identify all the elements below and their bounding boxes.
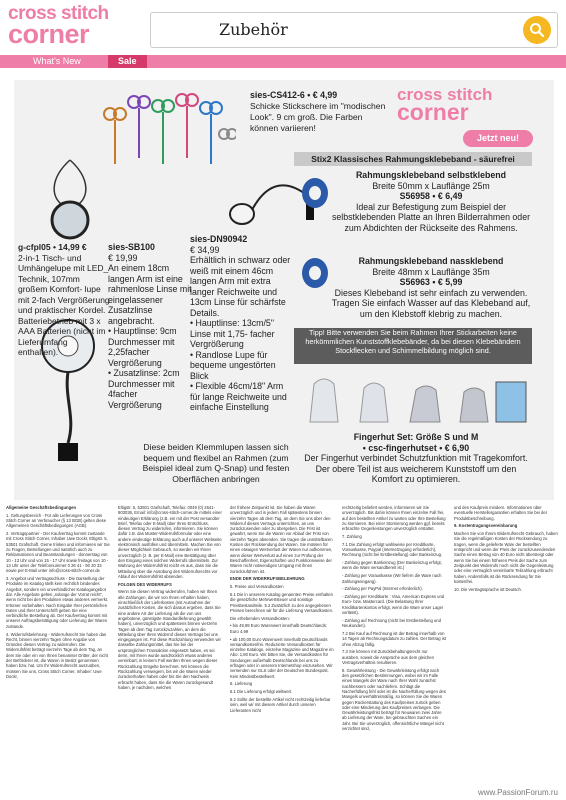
new-badge: Jetzt neu! (463, 130, 533, 147)
terms-paragraph: - Zahlung per Vorauskasse (Wir liefern die Ware nach Zahlungseingang). (342, 573, 442, 584)
scissors-desc: Schicke Stickschere im "modischen Look". 9 cm groß. Die Farben können variieren! (250, 100, 386, 133)
terms-column-1 (6, 505, 110, 682)
terms-paragraph: Die erhebenden Versandkosten: (230, 615, 290, 621)
search-input[interactable]: Zubehör (219, 20, 288, 39)
scissors-product (250, 90, 390, 134)
terms-column-2 (118, 505, 222, 693)
logo-line1: cross stitch (8, 3, 109, 24)
terms-paragraph: 1. Geltungsbereich - Für alle Lieferungen von Cross Stitch Corner an Verbraucher (§ 13 BGB) gelten diese Allgemeinen Geschäftsbedingungen (AGB). (6, 512, 107, 529)
stix-heading: Stix2 Klassisches Rahmungsklebeband - säurefrei (294, 152, 532, 166)
nav-sale-link[interactable]: Sale (108, 55, 147, 68)
cfpl-title: g-cfpl05 • 14,99 € (18, 242, 87, 252)
stix-wet-product (330, 256, 532, 319)
scissors-title: sies-CS412-6 • € 4,99 (250, 90, 338, 100)
terms-paragraph: - Zahlung per Kreditkarte : Visa, American Express und Euro- bzw. Mastercard. (Die Belastung Ihrer Kreditkartenkontos erfolgt, wenn die Ware unser Lager verlässt). (342, 594, 445, 616)
stix-wet-code: S56963 • € 5,99 (399, 277, 463, 287)
terms-paragraph: • ab 100,00 Euro Warenwert innerhalb Deutschlands versandkostenfrei. Reduzierte Versandkosten für einzelne Kataloge, einzelne Magazine und Magazine im Abo: 1,80 Euro. Wir bitten Sie, die Versandkosten für Sendungen außerhalb Deutschlands bei uns zu erfragen oder in unserem Internetshop einzusehen. Wir versenden nur GLS oder der Deutschen Bundespost. Kein Mindestbestellwert. (230, 636, 334, 679)
stix-wet-desc: Dieses Klebeband ist sehr einfach zu verwenden. Tragen Sie einfach Wasser auf das Klebeband auf, um den Klebstoff klebrig zu machen. (331, 287, 531, 319)
thimble-code: • csc-fingerhutset • € 6,90 (362, 442, 470, 453)
search-icon (529, 22, 545, 38)
dn90942-title: sies-DN90942 (190, 234, 248, 244)
terms-paragraph: 9. Kostentragungsvereinbarung (454, 523, 518, 529)
site-logo[interactable] (8, 4, 136, 48)
terms-paragraph: 10. Die Vertragssprache ist Deutsch. (454, 586, 522, 592)
terms-paragraph: 6.1 Die Lieferung erfolgt weltweit. (230, 689, 292, 695)
stix-dry-product (330, 170, 532, 233)
brand-logo-line2: corner (397, 99, 469, 125)
search-button[interactable] (523, 16, 551, 44)
stix-tip-box: Tipp! Bitte verwenden Sie beim Rahmen Ihrer Stickarbeiten keine herkömmlichen Kunststoffklebebänder, da bei diesen Klebebändern Stockflecken und Schimmelbildung möglich sind. (294, 328, 532, 364)
terms-paragraph: 6. Lieferung (230, 681, 253, 687)
terms-paragraph: 8. Gewährleistung - Die Gewährleistung erfolgt nach den gesetzlichen Bestimmungen, wobei wir im Falle eines Mangels der Ware nach Ihrer Wahl zunächst nachbessern oder nachliefern. Schlägt die Nacherfüllung fehl oder ist die Nacherfüllung wegen des Mangels unverhältnismäßig, so können Sie die Waren gegen Rückerstattung des Kaufpreises zurück geben oder eine Minderung des Kaufpreises verlangen. Die Gewährleistungsfrist beträgt für Neuwaren zwei Jahre ab Lieferung der Ware, bei gebrauchten Sachen ein Jahr. Bei Sie unverzüglich, offensichtliche Mängel nicht verzichtet sind, (342, 667, 446, 731)
terms-paragraph: 7.3 Sie können mit Zurückbehaltungsrecht nur ausüben, soweit die Ansprüche aus dem gleichen Vertragsverhältnis resultieren. (342, 649, 434, 665)
scissors-image (100, 84, 236, 170)
dn90942-price: € 34,99 (190, 244, 220, 255)
terms-column-4 (342, 505, 446, 734)
terms-paragraph: 6.2 Sollte der bestellte Artikel nicht rechtzeitig lieferbar sein, weil wir mit diesem Artikel durch unseren Lieferanten nicht (230, 697, 331, 713)
terms-paragraph: - Zahlung auf Rechnung (nicht bei Erstbestellung und Neukunden). (342, 617, 441, 629)
brand-logo (397, 86, 517, 124)
product-dn90942 (190, 234, 294, 413)
product-sb100 (108, 242, 192, 410)
brand-logo-line1: cross stitch (397, 85, 493, 104)
stix-wet-title: Rahmungsklebeband nassklebend (358, 256, 504, 266)
dn90942-bullet-2: • Randlose Lupe für bequeme ungestörten Blick (190, 349, 276, 381)
terms-paragraph: Eltigstr. 5, 53501 Grafschaft, Telefax: 0049 (0) 2641-903036, Email: info@cross-stitch-corner.de mittels einer eindeutigen Erklärung (z.B. ein mit der Post versandter Brief, Telefax oder E-Mail) über Ihren Entschluss, diesen Vertrag zu widerrufen, informieren. Sie können dafür z.B. das Muster-Widerrufsformular oder eine andere eindeutige Erklärung auch auf unserer Webseite elektronisch ausfüllen und übermitteln. Machen Sie von dieser Möglichkeit Gebrauch, so werden wir Ihnen unverzüglich (z. B. per E-Mail) eine Bestätigung über den Eingang eines solchen Widerrufs übermitteln. Zur Wahrung der Widerrufsfrist reicht es aus, dass Sie die Mitteilung über die Ausübung des Widerrufsrechts vor Ablauf der Widerrufsfrist absenden. (118, 505, 222, 579)
sb100-title: sies-SB100 (108, 242, 155, 252)
tape-roll-icon-1 (300, 176, 330, 210)
thimble-images (300, 370, 532, 430)
sb100-bullet-2: • Zusatzlinse: 2cm Durchmesser mit 4facher Vergrößerung (108, 368, 180, 410)
stix-dry-desc: Ideal zur Befestigung zum Beispiel der selbstklebenden Platte an Ihren Bilderrahmen oder zum Abdichten der Rückseite des Rahmens. (331, 201, 531, 233)
terms-paragraph: - Zahlung gegen Bankeinzug (Der Bankeinzug erfolgt, wenn die Ware versandbereit ist.) (342, 560, 442, 571)
terms-paragraph: 7.1 Die Zahlung erfolgt wahlweise per Kreditkarte, Vorauskasse, Paypal (Internetzugang erforderlich), Rechnung (nicht bei Erstbestellung) oder Bankeinzug. (342, 541, 443, 558)
nav-whats-new-link[interactable]: What's New (33, 56, 81, 66)
pendant-magnifier-image (30, 158, 110, 240)
terms-paragraph: Machen Sie von Ihrem Widerrufsrecht Gebrauch, haben Sie die regelmäßigen Kosten der Rücksendung zu tragen, wenn die gelieferte Ware der bestellten entspricht und wenn der Preis der zurückzusendenden Sache einen Betrag von 40 Euro nicht übersteigt oder wenn Sie bei einem höheren Preis der Sache zum Zeitpunkt des Widerrufs noch nicht die Gegenleistung oder eine vertraglich vereinbarte Teilzahlung erbracht haben. Andernfalls ist die Rücksendung für Sie kostenfrei. (454, 531, 558, 584)
sb100-bullet-1: • Hauptlinse: 9cm Durchmesser mit 2,25facher Vergrößerung (108, 326, 177, 368)
terms-paragraph: der frühere Zeitpunkt ist. Sie haben die Waren unverzüglich und in jedem Fall spätestens binnen vierzehn Tagen ab dem Tag, an dem Sie uns über den Widerruf dieses Vertrags unterrichten, an uns zurückzusenden oder zu übergeben. Die Frist ist gewahrt, wenn Sie die Waren vor Ablauf der Frist von vierzehn Tagen absenden. Sie tragen die unmittelbaren Kosten der Rücksendung der Waren. Sie müssen für einen etwaigen Wertverlust der Waren nur aufkommen, wenn dieser Wertverlust auf einen zur Prüfung der Beschaffenheit, Eigenschaften und Funktionsweise der Waren nicht notwendigen Umgang mit ihnen zurückzuführen ist. (230, 505, 333, 574)
terms-paragraph: FOLGEN DES WIDERRUFS (118, 581, 172, 587)
thimble-title: Fingerhut Set: Größe S und M (353, 432, 479, 442)
terms-paragraph: - Zahlung per PayPal (Internet erforderlich). (342, 586, 423, 592)
clamp-note: Diese beiden Klemmlupen lassen sich bequem und flexibel an Rahmen (zum Beispiel ideal zum Q-Snap) und festen Oberflächen anbringen (142, 442, 290, 484)
logo-line2: corner (8, 19, 90, 49)
terms-paragraph: 2. Vertragspartner - Der Kaufvertrag kommt zustande mit Cross Stitch Corner, Inhaber Uwe Dockr, Eltigstr. 5, 53501 Grafschaft. Gerne trinken und informieren wir Sie zu Fragen, Bestellungen und natürlich auch zu Reklamationen und Beanstandungen - donnerstag von 10 - 13 Uhr und von 15 - 17 Uhr sowie freitags von 10 - 13 Uhr unter der Telefonnummer 0 26 41 - 90 30 33 sowie per E-Mail unter info@cross-stitch-corner.de (6, 531, 110, 574)
terms-paragraph: und den Kaufpreis mindern. Informationen über eventuelle Herstellergarantien erhalten Sie bei der Produktbeschreibung. (454, 505, 548, 521)
terms-section (6, 505, 560, 795)
stix-dry-size: Breite 50mm x Lauflänge 25m (372, 180, 490, 191)
nav-bar (0, 55, 566, 68)
search-bar[interactable] (150, 12, 558, 48)
terms-paragraph: Wenn Sie diesen Vertrag widerrufen, haben wir Ihnen alle Zahlungen, die wir von Ihnen erhalten haben, einschließlich der Lieferkosten (mit Ausnahme der zusätzlichen Kosten, die sich daraus ergeben, dass Sie eine andere Art der Lieferung als die von uns angebotene, günstigste Standardlieferung gewählt haben), unverzüglich und spätestens binnen vierzehn Tagen ab dem Tag zurückzuzahlen, an dem die Mitteilung über Ihren Widerruf dieses Vertrags bei uns eingegangen ist. Für diese Rückzahlung verwenden wir dasselbe Zahlungsmittel, das Sie bei der ursprünglichen Transaktion eingesetzt haben, es sei denn, mit Ihnen wurde ausdrücklich etwas anderes vereinbart; in keinem Fall werden Ihnen wegen dieser Rückzahlung Entgelte berechnet. Wir können die Rückzahlung verweigern, bis wir die Waren wieder zurückerhalten haben oder bis Sie den Nachweis erbracht haben, dass Sie die Waren zurückgesandt haben, je nachdem, welches (118, 589, 221, 690)
thimble-desc: Der Fingerhut verbindet Schutzfunktion mit Tragekomfort. Der obere Teil ist aus weicherem Kunststoff um den Komfort zu optimieren. (304, 453, 528, 484)
terms-paragraph: 7. Zahlung (342, 533, 362, 539)
terms-paragraph: Allgemeine Geschäftsbedingungen (6, 505, 77, 510)
terms-paragraph: 7.2 Bei Kauf auf Rechnung ist der Betrag innerhalb von 14 Tagen ab Rechnungsdatum zu zahlen. Der Betrag ist ohne Abzug fällig. (342, 630, 446, 647)
stix-dry-code: S56958 • € 6,49 (399, 191, 463, 201)
sb100-price: € 19,99 (108, 252, 138, 263)
dn90942-bullet-3: • Flexible 46cm/18" Arm für lange Reichweite und einfache Einstellung (190, 381, 287, 412)
terms-paragraph: • bis 49,99 Euro Warenwert innerhalb Deutschlands: Euro 4,99 (230, 623, 327, 634)
terms-paragraph: 5.1 Die in unserem Katalog genannten Preise enthalten die gesetzliche Mehrwertsteuer und sonstige Preisbestandteile. 5.2 Zusätzlich zu den angegebenen Preisen berechnen wir für die Lieferung Versandkosten. (230, 591, 334, 613)
terms-paragraph: ENDE DER WIDERRUFSBELEHRUNG (230, 576, 305, 582)
dn90942-bullet-1: • Hauptlinse: 13cm/5" Linse mit 1,75- facher Vergrößerung (190, 318, 275, 349)
dn90942-desc: Erhältlich in schwarz oder weiß mit einem 46cm langen Arm mit extra langer Reichweite und 13cm Linse für schärfste Details. (190, 255, 291, 318)
terms-paragraph: 4. Widerrufsbelehrung - Widerrufsrecht Sie haben das Recht, binnen vierzehn Tagen ohne Angabe von Gründen diesen Vertrag zu widerrufen. Die Widerrufsfrist beträgt vierzehn Tage ab dem Tag, an dem Sie oder ein von Ihnen benannter Dritter, der nicht der Beförderer ist, die Waren in Besitz genommen haben bzw. hat. Um Ihr Widerrufsrecht auszuüben, müssen Sie uns, Cross Stitch Corner, Inhaber: Uwe Dockr, (6, 631, 108, 679)
terms-column-5 (454, 505, 558, 594)
watermark: www.PassionForum.ru (477, 788, 558, 797)
terms-paragraph: 3. Angebot und Vertragsschluss - Die Darstellung der Produkte im Katalog stellt kein rechtlich bindendes Angebot, sondern ein unverbindlicher Katalogangebot dar. Alle Angebote gelten „solange der Vorrat reicht", wenn nicht bei den Produkten etwas anderes vermerkt. Irrtümer vorbehalten. Nach Eingabe Ihrer persönlichen Daten und Ihrer Unterschrift geben Sie eine verbindliche Bestellung ab. Der Kaufvertrag kommt mit unserer Auftragsbestätigung oder Lieferung der Waren zustande. (6, 576, 109, 629)
stix-dry-title: Rahmungsklebeband selbstklebend (355, 170, 507, 180)
stix-wet-size: Breite 48mm x Lauflänge 35m (372, 266, 490, 277)
tape-roll-icon-2 (300, 256, 330, 290)
sb100-desc: An einem 18cm langen Arm ist eine rahmenlose Linse mit eingelassener Zusatzlinse angebracht. (108, 263, 192, 326)
cfpl-desc: 2-in-1 Tisch- und Umhängelupe mit LED_ Technik, 107mm großem Komfort- lupe mit 2-fach Vergrößerung und praktischer Kordel. Batteriebetrieb mit 3 x AAA Batterien (nicht im Lieferumfang enthalten). (18, 252, 110, 357)
thimble-product (300, 432, 532, 485)
product-cfpl05 (18, 242, 110, 358)
terms-paragraph: 5. Preise und Versandkosten (230, 584, 284, 590)
terms-paragraph: rechtzeitig beliefert werden, informieren wir Sie unverzüglich. Bis dahin können Ihnen einzelne Fall frei, auf den bestellten Artikel zu warten oder Ihre Bestellung zu stornieren. Bei einer Stornierung werden ggf. bereits erbrachte Gegenleistungen unverzüglich erstattet. (342, 505, 446, 532)
terms-column-3 (230, 505, 334, 715)
